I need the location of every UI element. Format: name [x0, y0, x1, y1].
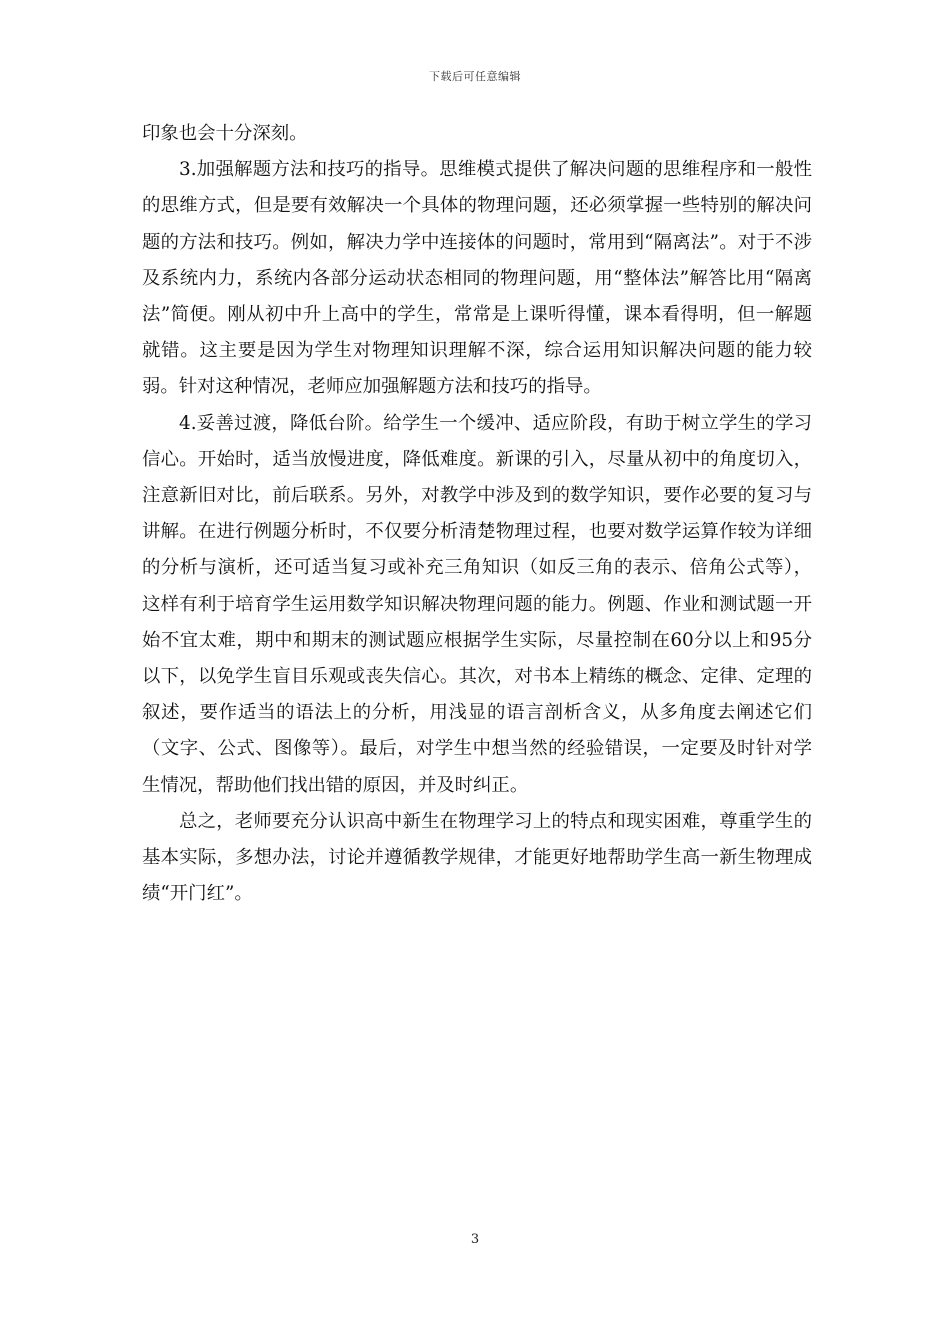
- document-body: [142, 116, 812, 912]
- paragraph-transition: 4.妥善过渡，降低台阶。给学生一个缓冲、适应阶段，有助于树立学生的学习信心。开始时，适当放慢进度，降低难度。新课的引入，尽量从初中的角度切入，注意新旧对比，前后联系。另外，对教学中涉及到的数学知识，要作必要的复习与讲解。在进行例题分析时，不仅要分析清楚物理过程，也要对数学运算作较为详细的分析与演析，还可适当复习或补充三角知识（如反三角的表示、倍角公式等），这样有利于培育学生运用数学知识解决物理问题的能力。例题、作业和测试题一开始不宜太难，期中和期末的测试题应根据学生实际，尽量控制在60分以上和95分以下，以免学生盲目乐观或丧失信心。其次，对书本上精练的概念、定律、定理的叙述，要作适当的语法上的分析，用浅显的语言剖析含义，从多角度去阐述它们（文字、公式、图像等）。最后，对学生中想当然的经验错误，一定要及时针对学生情况，帮助他们找出错的原因，并及时纠正。: [142, 412, 812, 796]
- paragraph-continuation: 印象也会十分深刻。: [142, 123, 308, 144]
- paragraph-conclusion: 总之，老师要充分认识高中新生在物理学习上的特点和现实困难，尊重学生的基本实际，多想办法，讨论并遵循教学规律，才能更好地帮助学生高一新生物理成绩“开门红”。: [142, 810, 812, 905]
- page-header: 下载后可任意编辑: [429, 70, 521, 83]
- page-number: 3: [470, 1232, 480, 1247]
- paragraph-method-guidance: 3.加强解题方法和技巧的指导。思维模式提供了解决问题的思维程序和一般性的思维方式，但是要有效解决一个具体的物理问题，还必须掌握一些特别的解决问题的方法和技巧。例如，解决力学中连接体的问题时，常用到“隔离法”。对于不涉及系统内力，系统内各部分运动状态相同的物理问题，用“整体法”解答比用“隔离法”简便。刚从初中升上高中的学生，常常是上课听得懂，课本看得明，但一解题就错。这主要是因为学生对物理知识理解不深，综合运用知识解决问题的能力较弱。针对这种情况，老师应加强解题方法和技巧的指导。: [142, 159, 812, 398]
